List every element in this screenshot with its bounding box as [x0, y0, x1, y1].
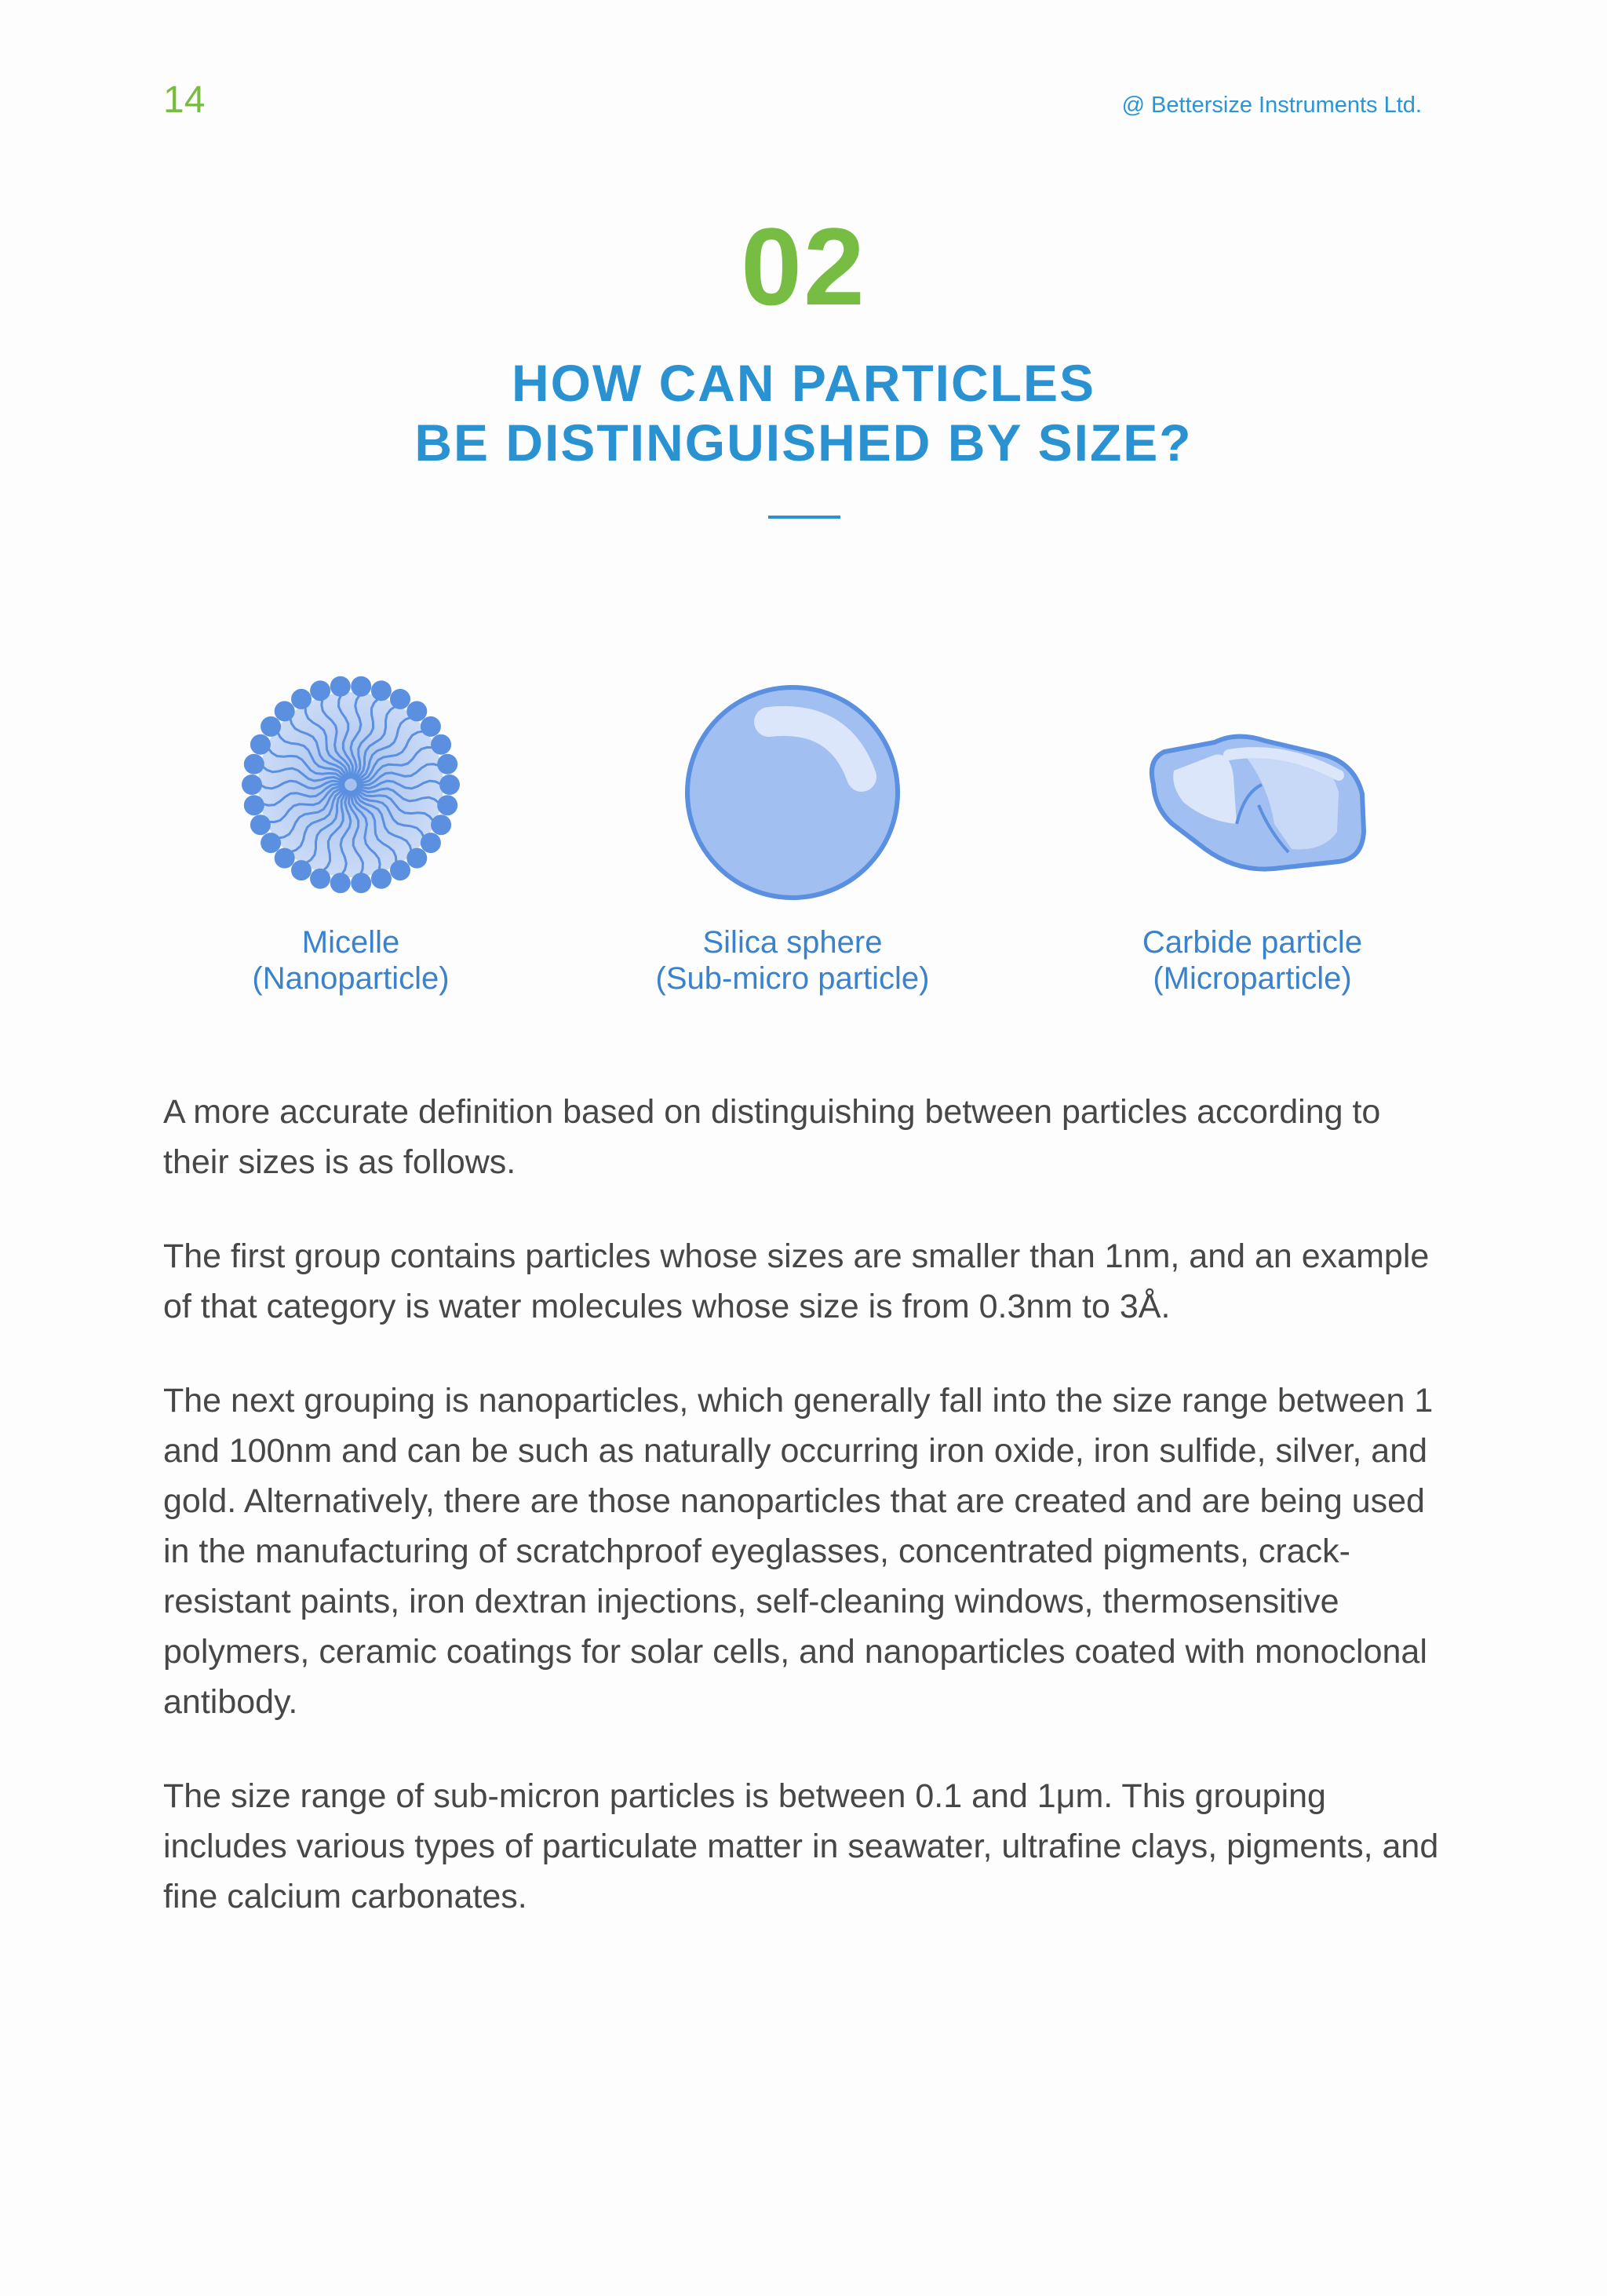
figure-carbide-particle [1095, 667, 1409, 997]
micelle-head [406, 701, 427, 721]
paragraph-intro: A more accurate definition based on distinguishing between particles according to their sizes is as follows. [163, 1093, 1381, 1181]
copyright-notice: @ Bettersize Instruments Ltd. [1121, 93, 1422, 118]
section-title-line-1: HOW CAN PARTICLES [511, 354, 1096, 412]
carbide-particle-icon [1127, 667, 1378, 902]
micelle-head [275, 701, 295, 721]
silica-sphere-icon [675, 667, 910, 902]
micelle-head [275, 848, 295, 869]
micelle-head [330, 873, 351, 893]
silica-sphere-category: (Sub-micro particle) [655, 961, 930, 996]
paragraph-subnano: The first group contains particles whose sizes are smaller than 1nm, and an example of that category is water molecules whose size is from 0.3nm to 3Å. [163, 1237, 1430, 1325]
page-number: 14 [163, 79, 206, 121]
micelle-head [250, 734, 271, 755]
micelle-head [406, 848, 427, 869]
micelle-head [310, 680, 330, 701]
section-number: 02 [741, 205, 866, 328]
micelle-head [261, 716, 281, 737]
title-divider [768, 516, 840, 519]
micelle-head [250, 815, 271, 835]
micelle-head [431, 734, 451, 755]
micelle-head [437, 754, 457, 774]
micelle-head [439, 774, 460, 795]
micelle-head [371, 680, 392, 701]
micelle-head [437, 795, 457, 815]
micelle-icon [233, 667, 468, 902]
micelle-head [351, 873, 371, 893]
micelle-head [390, 689, 410, 709]
carbide-particle-category: (Microparticle) [1153, 961, 1352, 996]
micelle-category: (Nanoparticle) [252, 961, 450, 996]
micelle-head [421, 716, 441, 737]
figure-micelle [194, 667, 508, 997]
carbide-particle-caption [1095, 924, 1409, 997]
micelle-head [371, 869, 392, 889]
carbide-particle-name: Carbide particle [1142, 925, 1363, 960]
micelle-name: Micelle [301, 925, 400, 960]
micelle-head [431, 815, 451, 835]
paragraph-nanoparticles: The next grouping is nanoparticles, which generally fall into the size range between 1 and 100nm and can be such as naturally occurring iron oxide, iron sulfide, silver, and gold. Alternatively, there are those nanoparticles that are created and are being used in the manufacturing of scratchproof eyeglasses, concentrated pigments, crack-resistant paints, iron dextran injections, self-cleaning windows, thermosensitive polymers, ceramic coatings for solar cells, and nanoparticles coated with monoclonal antibody. [163, 1382, 1434, 1721]
body-text [163, 1087, 1450, 1966]
section-title-line-2: BE DISTINGUISHED BY SIZE? [414, 414, 1193, 472]
micelle-head [421, 833, 441, 853]
micelle-head [330, 676, 351, 697]
micelle-head [242, 774, 262, 795]
micelle-head [244, 795, 264, 815]
silica-sphere-name: Silica sphere [702, 925, 883, 960]
micelle-head [310, 869, 330, 889]
micelle-head [351, 676, 371, 697]
micelle-head [244, 754, 264, 774]
micelle-head [390, 860, 410, 880]
micelle-head [261, 833, 281, 853]
micelle-head [291, 860, 312, 880]
figure-silica-sphere [636, 667, 949, 997]
micelle-caption [194, 924, 508, 997]
silica-sphere-caption [636, 924, 949, 997]
micelle-head [291, 689, 312, 709]
paragraph-submicron: The size range of sub-micron particles is between 0.1 and 1μm. This grouping includes various types of particulate matter in seawater, ultrafine clays, pigments, and fine calcium carbonates. [163, 1777, 1439, 1915]
section-title [0, 353, 1607, 472]
